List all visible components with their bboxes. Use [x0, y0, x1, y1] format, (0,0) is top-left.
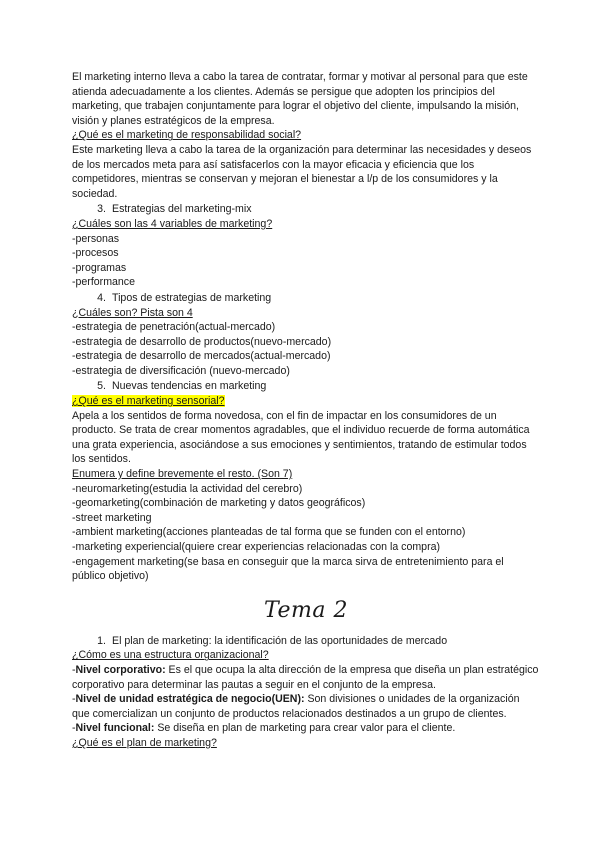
- question-estructura: ¿Cómo es una estructura organizacional?: [72, 649, 269, 662]
- list-item: -marketing experiencial(quiere crear experiencias relacionadas con la compra): [72, 541, 441, 553]
- section-1-heading: [72, 634, 540, 649]
- nivel-term: Nivel funcional:: [75, 722, 155, 735]
- section-1-title: El plan de marketing: la identificación de las oportunidades de mercado: [112, 634, 448, 647]
- nivel-text: Se diseña en plan de marketing para crear valor para el cliente.: [154, 722, 456, 735]
- question-sensorial: [72, 394, 540, 409]
- section-3-title: Estrategias del marketing-mix: [112, 203, 252, 216]
- answer-sensorial: Apela a los sentidos de forma novedosa, con el fin de impactar en los consumidores de un producto. Se trata de crear momentos agradables, que el individuo recuerde de forma automática una grata experiencia, asociándose a sus emociones y sentimientos, tratando de estimular todos los sentidos.: [72, 409, 530, 466]
- question-sensorial-highlight: ¿Qué es el marketing sensorial?: [72, 395, 225, 408]
- question-plan: ¿Qué es el plan de marketing?: [72, 736, 217, 749]
- list-item: -performance: [72, 276, 135, 289]
- section-5-title: Nuevas tendencias en marketing: [112, 380, 267, 393]
- list-item: -estrategia de desarrollo de mercados(actual-mercado): [72, 350, 331, 363]
- list-item: -personas: [72, 232, 120, 245]
- nivel-term: Nivel de unidad estratégica de negocio(UEN):: [75, 693, 305, 706]
- nivel-dash: -: [72, 663, 76, 676]
- list-item: -procesos: [72, 247, 119, 260]
- question-responsabilidad-social: ¿Qué es el marketing de responsabilidad social?: [72, 129, 302, 142]
- section-1-number: 1.: [97, 634, 106, 647]
- nivel-uen: [72, 692, 540, 721]
- question-variables: ¿Cuáles son las 4 variables de marketing?: [72, 217, 273, 230]
- section-4-heading: [72, 291, 540, 306]
- intro-paragraph: El marketing interno lleva a cabo la tarea de contratar, formar y motivar al personal para que este atienda adecuadamente a los clientes. Además se persigue que adopten los principios del marketing, que trabajen conjuntamente para lograr el objetivo del cliente, impulsando la misión, visión y planes estratégicos de la empresa.: [72, 71, 528, 127]
- list-item: -geomarketing(combinación de marketing y datos geográficos): [72, 497, 366, 510]
- section-5-number: 5.: [97, 380, 106, 393]
- section-5-heading: [72, 379, 540, 394]
- nivel-funcional: [72, 721, 540, 736]
- list-item: -programas: [72, 261, 127, 274]
- list-item: -neuromarketing(estudia la actividad del cerebro): [72, 482, 303, 495]
- nivel-text: Son divisiones o unidades de la organización que comercializan un conjunto de productos relacionados destinados a un grupo de clientes.: [72, 693, 520, 720]
- nivel-text: Es el que ocupa la alta dirección de la empresa que diseña un plan estratégico corporativo para determinar las pautas a seguir en el conjunto de la empresa.: [72, 663, 539, 691]
- question-enumera: Enumera y define brevemente el resto. (Son 7): [72, 468, 293, 481]
- list-item: -estrategia de diversificación (nuevo-mercado): [72, 364, 290, 377]
- section-3-number: 3.: [97, 203, 106, 216]
- list-item: -estrategia de penetración(actual-mercado): [72, 321, 276, 334]
- tema-heading: Tema 2: [264, 597, 348, 623]
- section-4-number: 4.: [97, 291, 106, 304]
- nivel-corporativo: [72, 663, 540, 692]
- section-4-title: Tipos de estrategias de marketing: [112, 291, 272, 304]
- section-3-heading: [72, 202, 540, 217]
- list-item: -ambient marketing(acciones planteadas de tal forma que se funden con el entorno): [72, 526, 466, 539]
- question-tipos: ¿Cuáles son? Pista son 4: [72, 306, 193, 319]
- list-item: -street marketing: [72, 511, 152, 524]
- list-item: -estrategia de desarrollo de productos(nuevo-mercado): [72, 335, 332, 348]
- nivel-dash: -: [72, 722, 76, 735]
- answer-responsabilidad-social: Este marketing lleva a cabo la tarea de la organización para determinar las necesidades y deseos de los mercados meta para así satisfacerlos con la mayor eficacia y eficiencia que los competidores, mientras se conservan y mejoran el bienestar a l/p de los consumidores y la sociedad.: [72, 143, 532, 200]
- nivel-term: Nivel corporativo:: [75, 663, 166, 676]
- list-item: -engagement marketing(se basa en conseguir que la marca sirva de entretenimiento para el público objetivo): [72, 555, 504, 583]
- nivel-dash: -: [72, 693, 76, 706]
